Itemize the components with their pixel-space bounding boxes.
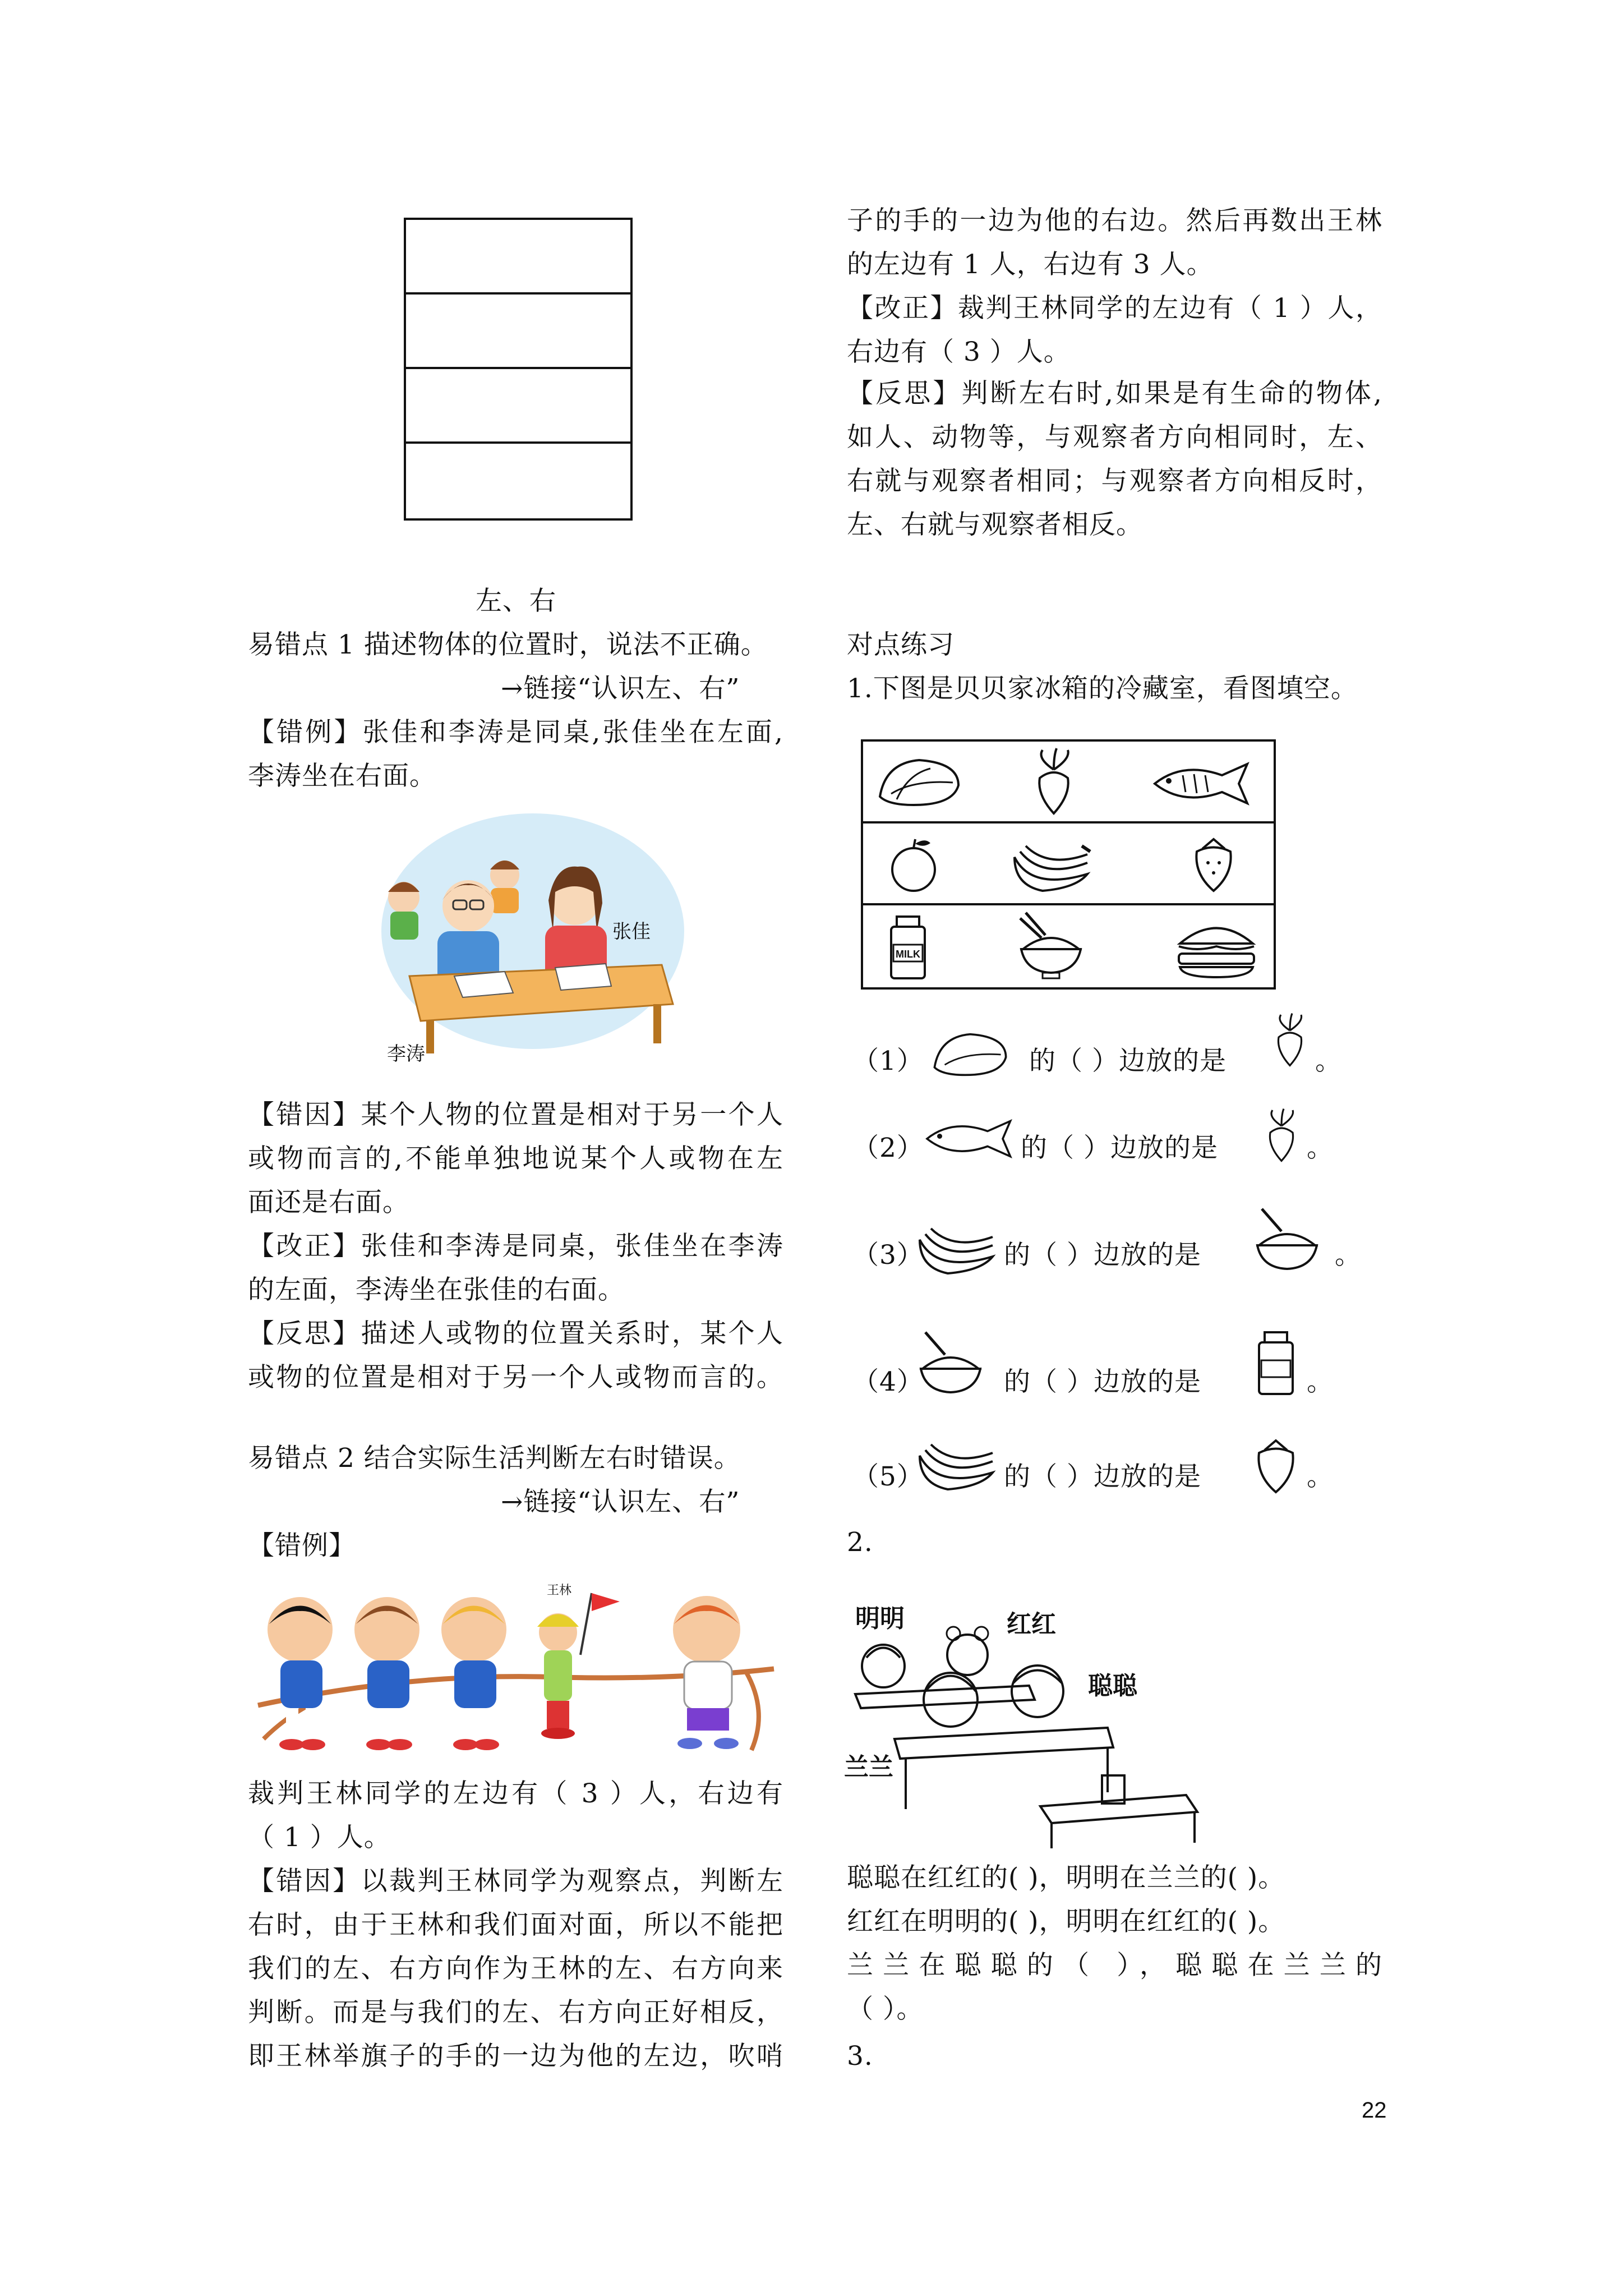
radish-icon [1267,1010,1312,1071]
lanlan-label: 兰兰 [844,1754,893,1781]
rice-bowl-icon [914,1329,987,1402]
radish-icon [1259,1105,1304,1167]
banana-icon [914,1433,998,1498]
q-end: 。 [1335,1240,1362,1271]
mistake-1-fix: 【改正】张佳和李涛是同桌，张佳坐在李涛 [248,1231,783,1262]
q-end: 。 [1315,1046,1342,1076]
mistake-1-example-cont: 李涛坐在右面。 [248,761,436,792]
strawberry-icon [1251,1436,1301,1498]
rect-cell [406,369,630,444]
mistake-2-reflect: 【反思】判断左右时,如果是有生命的物体, [847,378,1382,409]
mistake-2-cause-3: 我们的左、右方向作为王林的左、右方向来 [248,1953,783,1984]
mistake-2-example: 【错例】 [248,1530,356,1561]
rice-bowl-icon [1015,910,1087,983]
mistake-1-reflect-2: 或物的位置是相对于另一个人或物而言的。 [248,1362,783,1393]
hamburger-icon [1174,915,1258,980]
mistake-1-link: →链接“认识左、右” [501,673,740,704]
mistake-1-title: 易错点 1 描述物体的位置时，说法不正确。 [248,629,768,660]
mistake-2-reflect-2: 如人、动物等，与观察者方向相同时，左、 [847,422,1382,453]
fill-line-4: （ ）。 [847,1994,924,2024]
q-blank-text: 的（ ）边放的是 [1029,1046,1227,1076]
mistake-2-title: 易错点 2 结合实际生活判断左右时错误。 [248,1443,741,1474]
mistake-1-reflect: 【反思】描述人或物的位置关系时，某个人 [248,1318,783,1349]
practice-title: 对点练习 [847,629,955,660]
fill-line-2: 红红在明明的( )，明明在红红的( )。 [847,1906,1285,1937]
mistake-1-cause-3: 面还是右面。 [248,1187,409,1218]
classroom-seating-illustration [844,1593,1214,1851]
litao-label: 李涛 [387,1043,425,1065]
fridge-row [863,823,1274,905]
milk-text: MILK [896,948,920,960]
stacked-rectangle-figure [404,218,633,521]
fridge-question-4 [852,1329,1357,1414]
rect-cell [406,295,630,369]
q-num: （2） [852,1133,924,1163]
fill-line-3: 兰兰在聪聪的（ ），聪聪在兰兰的 [847,1950,1382,1981]
section-heading: 左、右 [476,586,556,616]
mistake-1-cause: 【错因】某个人物的位置是相对于另一个人 [248,1099,783,1130]
milk-bottle-icon [1253,1329,1298,1397]
q-end: 。 [1307,1133,1334,1163]
mistake-2-wrong: 裁判王林同学的左边有（ 3 ）人，右边有 [248,1778,783,1809]
q-num: （1） [852,1046,924,1076]
q-blank-text: 的（ ）边放的是 [1004,1366,1201,1397]
page-number: 22 [1362,2098,1387,2123]
milk-bottle-icon [886,914,930,981]
fridge-shelves-figure [861,739,1276,990]
fridge-question-2 [852,1114,1357,1181]
rect-cell [406,220,630,295]
cabbage-icon [917,1027,1023,1083]
q-num: （4） [852,1366,924,1397]
mistake-1-example: 【错例】张佳和李涛是同桌,张佳坐在左面, [248,717,783,748]
congcong-label: 聪聪 [1088,1672,1137,1700]
mistake-2-fix-2: 右边有（ 3 ）人。 [847,337,1071,367]
mistake-2-fix: 【改正】裁判王林同学的左边有（ 1 ）人， [847,293,1382,324]
mistake-2-cause: 【错因】以裁判王林同学为观察点，判断左 [248,1866,783,1897]
mistake-2-reflect-3: 右就与观察者相同；与观察者方向相反时， [847,466,1382,496]
q-num: （3） [852,1240,924,1271]
apple-icon [883,835,944,896]
mistake-2-reflect-4: 左、右就与观察者相反。 [847,509,1143,540]
banana-icon [914,1217,998,1282]
q-num: （5） [852,1461,924,1492]
honghong-label: 红红 [1007,1611,1056,1638]
fridge-question-3 [852,1206,1362,1290]
fridge-row [863,905,1274,987]
mistake-2-cause-4: 判断。而是与我们的左、右方向正好相反， [248,1997,783,2028]
question-1: 1.下图是贝贝家冰箱的冷藏室，看图填空。 [847,673,1358,704]
q-blank-text: 的（ ）边放的是 [1021,1133,1218,1163]
mistake-2-link: →链接“认识左、右” [501,1487,740,1517]
mistake-2-wrong-2: （ 1 ）人。 [248,1822,391,1853]
continuation-1: 子的手的一边为他的右边。然后再数出王林 [847,205,1382,236]
zhangjia-label: 张佳 [612,921,651,942]
strawberry-icon [1188,835,1239,896]
fridge-question-5 [852,1433,1357,1506]
mistake-1-cause-2: 或物而言的,不能单独地说某个人或物在左 [248,1143,783,1174]
mistake-2-cause-5: 即王林举旗子的手的一边为他的左边，吹哨 [248,2041,783,2072]
question-2: 2. [847,1527,873,1558]
wanglin-label: 王林 [547,1583,572,1597]
question-3: 3. [847,2041,873,2072]
desk-mates-illustration [370,808,684,1071]
rect-cell [406,444,630,518]
q-blank-text: 的（ ）边放的是 [1004,1461,1201,1492]
cabbage-icon [874,752,964,813]
mingming-label: 明明 [855,1605,905,1632]
q-blank-text: 的（ ）边放的是 [1004,1240,1201,1271]
q-end: 。 [1307,1461,1334,1492]
fill-line-1: 聪聪在红红的( )，明明在兰兰的( )。 [847,1862,1285,1893]
fish-icon [917,1114,1018,1164]
rice-bowl-icon [1251,1206,1324,1279]
radish-icon [1026,747,1082,817]
fridge-row [863,742,1274,823]
mistake-2-cause-2: 右时，由于王林和我们面对面，所以不能把 [248,1910,783,1940]
mistake-1-fix-2: 的左面，李涛坐在张佳的右面。 [248,1274,625,1305]
q-end: 。 [1307,1366,1334,1397]
fridge-question-1 [852,1027,1357,1094]
fish-icon [1144,758,1256,809]
tug-of-war-illustration [247,1571,785,1767]
continuation-2: 的左边有 1 人，右边有 3 人。 [847,249,1214,280]
banana-icon [1009,835,1093,899]
